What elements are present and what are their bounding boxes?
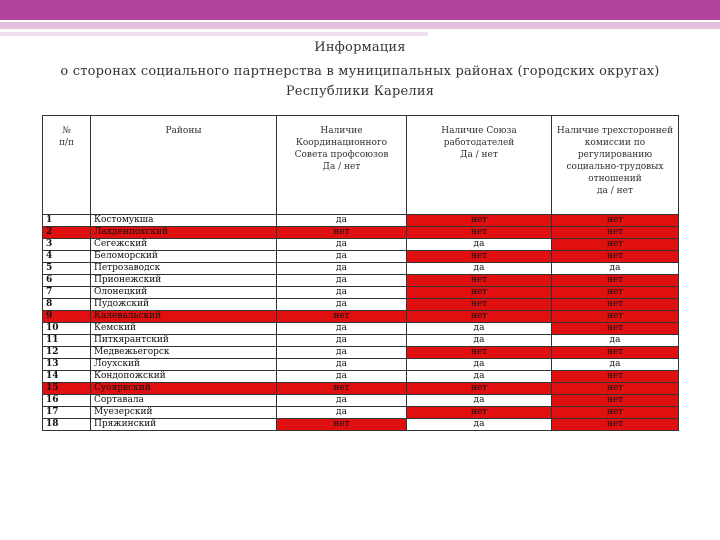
cell-number: 16 [43, 395, 91, 407]
cell-commission: нет [552, 395, 679, 407]
table-row [43, 227, 679, 239]
cell-number: 7 [43, 287, 91, 299]
cell-union: да [407, 263, 552, 275]
cell-commission: нет [552, 227, 679, 239]
cell-council: да [277, 407, 407, 419]
cell-district: Петрозаводск [91, 263, 277, 275]
cell-district: Медвежьегорск [91, 347, 277, 359]
cell-union: нет [407, 227, 552, 239]
cell-council: нет [277, 383, 407, 395]
cell-union: нет [407, 407, 552, 419]
cell-district: Суоярвский [91, 383, 277, 395]
cell-union: да [407, 335, 552, 347]
title-line-3: Республики Карелия [285, 84, 435, 99]
table-row [43, 287, 679, 299]
table-row [43, 383, 679, 395]
cell-number: 17 [43, 407, 91, 419]
table-row [43, 299, 679, 311]
cell-commission: да [552, 335, 679, 347]
cell-council: нет [277, 227, 407, 239]
table-row [43, 323, 679, 335]
cell-union: нет [407, 299, 552, 311]
cell-district: Лахденпохский [91, 227, 277, 239]
cell-union: нет [407, 347, 552, 359]
cell-commission: нет [552, 323, 679, 335]
cell-council: да [277, 371, 407, 383]
title-line-2: о сторонах социального партнерства в муниципальных районах (городских округах) [60, 64, 660, 79]
title-line-1: Информация [314, 40, 406, 55]
cell-number: 15 [43, 383, 91, 395]
table-row [43, 395, 679, 407]
table-row [43, 311, 679, 323]
cell-number: 2 [43, 227, 91, 239]
cell-union: да [407, 359, 552, 371]
cell-council: да [277, 251, 407, 263]
cell-commission: нет [552, 275, 679, 287]
header-council: Наличие Координационного Совета профсоюзов Да / нет [277, 116, 407, 215]
cell-council: да [277, 299, 407, 311]
cell-union: нет [407, 275, 552, 287]
partnership-table [42, 115, 679, 431]
cell-commission: нет [552, 299, 679, 311]
cell-union: нет [407, 383, 552, 395]
table-row [43, 419, 679, 431]
cell-number: 3 [43, 239, 91, 251]
cell-council: да [277, 239, 407, 251]
cell-commission: нет [552, 311, 679, 323]
table-row [43, 215, 679, 227]
cell-commission: да [552, 359, 679, 371]
header-union: Наличие Союза работодателей Да / нет [407, 116, 552, 215]
cell-number: 4 [43, 251, 91, 263]
cell-district: Муезерский [91, 407, 277, 419]
cell-commission: нет [552, 287, 679, 299]
cell-district: Пудожский [91, 299, 277, 311]
cell-commission: нет [552, 239, 679, 251]
cell-district: Пряжинский [91, 419, 277, 431]
header-accent-stub [0, 32, 428, 36]
cell-number: 8 [43, 299, 91, 311]
cell-district: Питкярантский [91, 335, 277, 347]
cell-council: нет [277, 311, 407, 323]
cell-district: Сегежский [91, 239, 277, 251]
table-row [43, 263, 679, 275]
cell-number: 9 [43, 311, 91, 323]
cell-district: Беломорский [91, 251, 277, 263]
cell-number: 18 [43, 419, 91, 431]
cell-district: Кондопожский [91, 371, 277, 383]
cell-number: 14 [43, 371, 91, 383]
cell-district: Лоухский [91, 359, 277, 371]
cell-union: нет [407, 215, 552, 227]
cell-council: да [277, 263, 407, 275]
cell-commission: нет [552, 347, 679, 359]
cell-commission: нет [552, 371, 679, 383]
cell-number: 6 [43, 275, 91, 287]
cell-number: 1 [43, 215, 91, 227]
cell-commission: нет [552, 215, 679, 227]
cell-commission: нет [552, 251, 679, 263]
cell-union: да [407, 239, 552, 251]
header-accent-bar [0, 0, 720, 20]
table-row [43, 251, 679, 263]
cell-district: Кемский [91, 323, 277, 335]
cell-union: да [407, 371, 552, 383]
cell-council: да [277, 275, 407, 287]
cell-commission: нет [552, 407, 679, 419]
cell-union: да [407, 395, 552, 407]
cell-council: да [277, 323, 407, 335]
cell-union: нет [407, 287, 552, 299]
cell-council: да [277, 347, 407, 359]
cell-council: да [277, 335, 407, 347]
cell-council: нет [277, 419, 407, 431]
header-number: № п/п [43, 116, 91, 215]
cell-commission: нет [552, 419, 679, 431]
table-row [43, 359, 679, 371]
cell-district: Прионежский [91, 275, 277, 287]
cell-district: Олонецкий [91, 287, 277, 299]
cell-commission: да [552, 263, 679, 275]
cell-union: да [407, 419, 552, 431]
cell-council: да [277, 395, 407, 407]
table-row [43, 275, 679, 287]
cell-council: да [277, 359, 407, 371]
cell-union: нет [407, 311, 552, 323]
cell-commission: нет [552, 383, 679, 395]
cell-number: 12 [43, 347, 91, 359]
cell-number: 13 [43, 359, 91, 371]
cell-district: Калевальский [91, 311, 277, 323]
table-row [43, 371, 679, 383]
cell-council: да [277, 215, 407, 227]
cell-council: да [277, 287, 407, 299]
header-accent-line [0, 22, 720, 29]
table-row [43, 407, 679, 419]
header-commission: Наличие трехсторонней комиссии по регулированию социально-трудовых отношений да / нет [552, 116, 679, 215]
cell-district: Костомукша [91, 215, 277, 227]
table-row [43, 347, 679, 359]
cell-union: нет [407, 251, 552, 263]
cell-number: 10 [43, 323, 91, 335]
header-district: Районы [91, 116, 277, 215]
cell-number: 5 [43, 263, 91, 275]
table-header-row [43, 116, 679, 215]
table-row [43, 239, 679, 251]
table-row [43, 335, 679, 347]
cell-district: Сортавала [91, 395, 277, 407]
cell-union: да [407, 323, 552, 335]
cell-number: 11 [43, 335, 91, 347]
